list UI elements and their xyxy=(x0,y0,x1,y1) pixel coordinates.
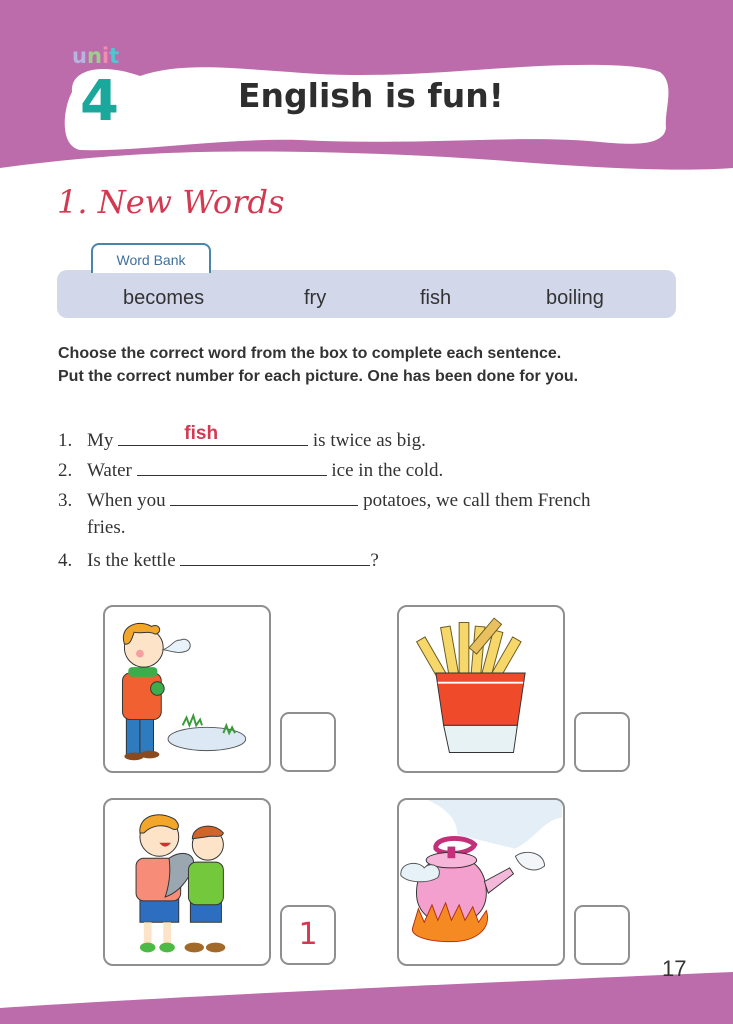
answer-blank-4[interactable] xyxy=(180,547,370,566)
question-4 xyxy=(58,547,379,572)
word-bank-word: becomes xyxy=(123,287,205,309)
picture-boy-in-cold xyxy=(103,605,271,773)
answer-box-1[interactable] xyxy=(280,712,336,772)
french-fries-illustration xyxy=(399,607,562,770)
answer-box-4[interactable] xyxy=(574,905,630,965)
unit-letter-i: i xyxy=(101,44,110,68)
answer-box-2[interactable] xyxy=(574,712,630,772)
word-bank-word: fish xyxy=(420,287,452,309)
unit-number: 4 xyxy=(80,69,119,134)
section-title: 1. New Words xyxy=(57,183,285,221)
unit-letter-u: u xyxy=(72,44,87,68)
picture-boys-with-fish xyxy=(103,798,271,966)
question-3-continuation: fries. xyxy=(87,517,126,538)
answer-text: fish xyxy=(184,423,219,444)
question-text-after: is twice as big. xyxy=(312,430,426,451)
unit-label xyxy=(72,44,119,68)
question-number: 2. xyxy=(58,460,73,481)
footer-band xyxy=(0,960,733,1024)
unit-letter-n: n xyxy=(86,44,102,68)
question-number: 4. xyxy=(58,550,73,571)
answer-blank-1[interactable] xyxy=(118,423,308,446)
answer-box-3[interactable]: 1 xyxy=(280,905,336,965)
word-bank-tab: Word Bank xyxy=(91,243,211,273)
boy-in-cold-illustration xyxy=(105,607,268,770)
answer-blank-2[interactable] xyxy=(137,457,327,476)
word-bank-word: boiling xyxy=(546,287,604,309)
unit-letter-t: t xyxy=(109,44,120,68)
answer-blank-3[interactable] xyxy=(170,487,358,506)
word-bank-word: fry xyxy=(304,287,327,309)
question-text-before: Is the kettle xyxy=(87,550,176,571)
question-text-after: potatoes, we call them French xyxy=(363,490,591,511)
question-1 xyxy=(58,423,426,452)
page-number: 17 xyxy=(662,956,687,981)
instruction-line-2: Put the correct number for each picture. One has been done for you. xyxy=(58,368,579,385)
picture-boiling-kettle xyxy=(397,798,565,966)
question-text-after: ice in the cold. xyxy=(331,460,444,481)
question-number: 3. xyxy=(58,490,73,511)
instruction-line-1: Choose the correct word from the box to complete each sentence. xyxy=(58,345,562,362)
question-text-after: ? xyxy=(370,550,379,571)
picture-french-fries xyxy=(397,605,565,773)
question-number: 1. xyxy=(58,430,73,451)
instructions xyxy=(58,342,698,388)
question-text-before: When you xyxy=(87,490,166,511)
boiling-kettle-illustration xyxy=(399,800,562,963)
page-title: English is fun! xyxy=(238,76,504,115)
question-2 xyxy=(58,457,443,482)
question-text-before: My xyxy=(87,430,114,451)
question-3 xyxy=(58,487,591,512)
question-text-before: Water xyxy=(87,460,132,481)
boys-with-fish-illustration xyxy=(105,800,268,963)
